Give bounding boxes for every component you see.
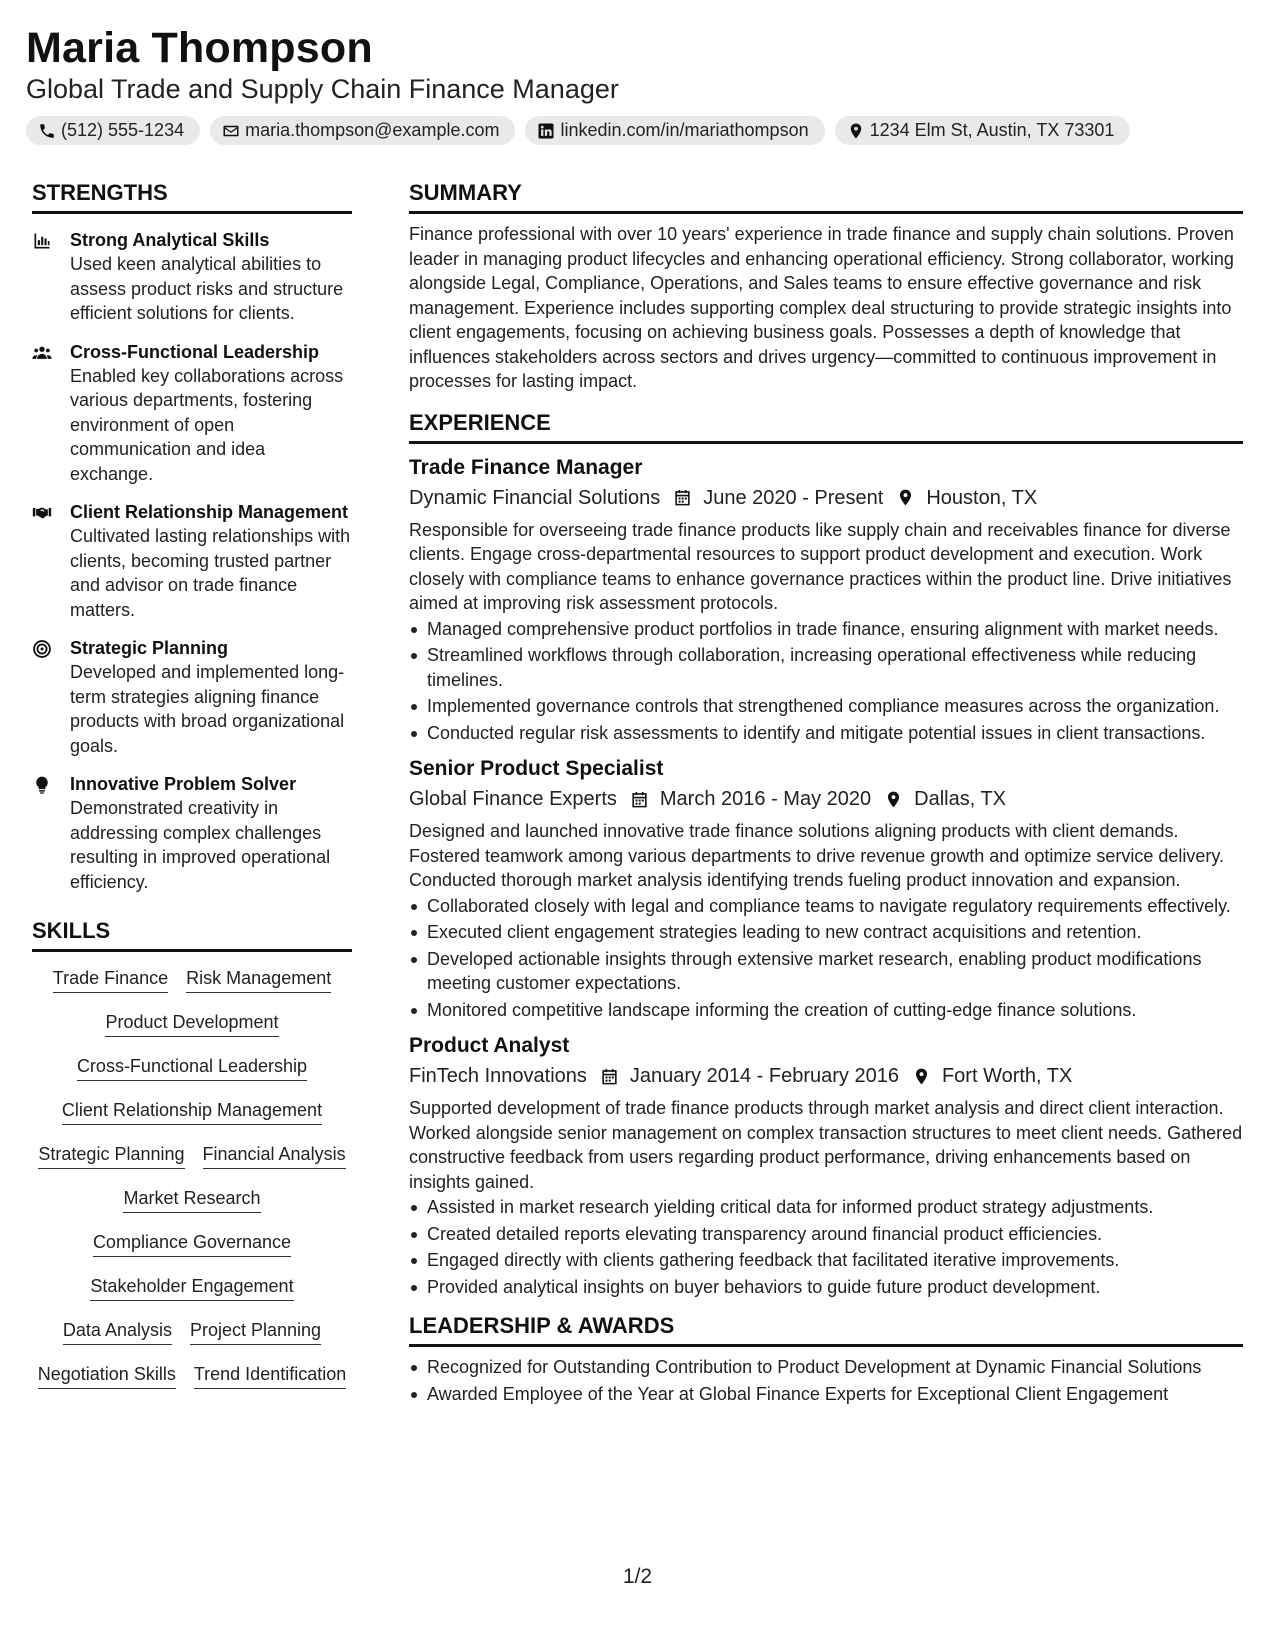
job-entry (409, 755, 1243, 1022)
calendar-icon (617, 790, 660, 809)
strength-item (32, 636, 352, 758)
strength-title: Innovative Problem Solver (70, 774, 297, 794)
job-company: Dynamic Financial Solutions (409, 486, 661, 509)
strength-title: Strong Analytical Skills (70, 230, 270, 250)
list-item: Implemented governance controls that strengthened compliance measures across the organization. (409, 694, 1243, 719)
strength-item (32, 500, 352, 622)
skill-tag: Data Analysis (63, 1318, 172, 1345)
skill-tag: Stakeholder Engagement (90, 1274, 293, 1301)
list-item: Streamlined workflows through collaboration, increasing operational effectiveness while reducing timelines. (409, 643, 1243, 692)
job-description: Designed and launched innovative trade finance solutions aligning products with client demands. Fostered teamwork among various departments to drive revenue growth and optimize service delivery. Conducted thorough market analysis identifying trends fueling product innovation and expansion. (409, 821, 1225, 890)
phone-icon (38, 122, 56, 140)
job-location: Fort Worth, TX (941, 1065, 1073, 1087)
strengths-heading: STRENGTHS (32, 180, 352, 214)
list-item: Developed actionable insights through extensive market research, enabling product modifications meeting customer expectations. (409, 947, 1243, 996)
contact-linkedin[interactable] (525, 116, 824, 145)
calendar-icon (660, 488, 703, 507)
location-pin-icon (899, 1067, 942, 1086)
list-item: Engaged directly with clients gathering feedback that facilitated iterative improvements. (409, 1248, 1243, 1273)
location-pin-icon (883, 488, 926, 507)
strength-desc: Used keen analytical abilities to assess product risks and structure efficient solutions for clients. (70, 254, 344, 323)
job-company: Global Finance Experts (409, 788, 617, 810)
lightbulb-icon (32, 772, 70, 894)
bar-chart-icon (32, 228, 70, 326)
strength-desc: Demonstrated creativity in addressing complex challenges resulting in improved operational efficiency. (70, 798, 331, 892)
job-bullets (409, 894, 1243, 1023)
job-title: Senior Product Specialist (409, 757, 664, 780)
job-company: FinTech Innovations (409, 1065, 587, 1087)
skill-tag: Negotiation Skills (38, 1362, 176, 1389)
list-item: Monitored competitive landscape informing the creation of cutting-edge finance solutions. (409, 998, 1243, 1023)
summary-text: Finance professional with over 10 years' experience in trade finance and supply chain solutions. Proven leader in managing product lifecycles and enhancing operational efficiency. Strong collaborator, working alongside Legal, Compliance, Operations, and Sales teams to ensure effective governance and risk management. Experience includes supporting complex deal structuring to provide strategic insights into client engagements, focusing on achieving business goals. Possesses a depth of knowledge that influences stakeholders across sectors and drives urgency—committed to continuous improvement in processes for lasting impact. (409, 224, 1234, 391)
right-column (409, 180, 1243, 1408)
awards-heading: LEADERSHIP & AWARDS (409, 1313, 1243, 1347)
contact-address-text: 1234 Elm St, Austin, TX 73301 (869, 120, 1115, 140)
list-item: Managed comprehensive product portfolios in trade finance, ensuring alignment with market needs. (409, 617, 1243, 642)
experience-heading: EXPERIENCE (409, 410, 1243, 444)
skill-tag: Trend Identification (194, 1362, 346, 1389)
skills-list (32, 966, 352, 1406)
strength-desc: Enabled key collaborations across various departments, fostering environment of open communication and idea exchange. (70, 365, 344, 484)
location-pin-icon (847, 122, 865, 140)
list-item: Created detailed reports elevating transparency around financial product efficiencies. (409, 1222, 1243, 1247)
list-item: Recognized for Outstanding Contribution to Product Development at Dynamic Financial Solutions (409, 1355, 1243, 1380)
job-meta (409, 1062, 1243, 1090)
contact-phone[interactable] (26, 116, 200, 145)
list-item: Provided analytical insights on buyer behaviors to guide future product development. (409, 1275, 1243, 1300)
skill-tag: Risk Management (186, 966, 331, 993)
list-item: Conducted regular risk assessments to identify and mitigate potential issues in client transactions. (409, 721, 1243, 746)
job-dates: March 2016 - May 2020 (659, 788, 872, 810)
contact-address[interactable] (835, 116, 1131, 145)
job-description: Supported development of trade finance products through market analysis and direct client interaction. Worked alongside senior management on complex transaction structures to meet client needs. Gathered constructive feedback from users regarding product performance, driving enhancements based on insights gained. (409, 1098, 1243, 1192)
target-icon (32, 636, 70, 758)
job-description: Responsible for overseeing trade finance products like supply chain and receivables finance for diverse clients. Engage cross-departmental resources to support product development and execution. Work closely with compliance teams to enhance governance practices within the product line. Drive initiatives aimed at improving risk assessment protocols. (409, 519, 1232, 613)
users-icon (32, 340, 70, 487)
list-item: Awarded Employee of the Year at Global Finance Experts for Exceptional Client Engagement (409, 1382, 1243, 1407)
contact-phone-text: (512) 555-1234 (61, 120, 185, 140)
strength-item (32, 772, 352, 894)
candidate-name: Maria Thompson (26, 24, 373, 72)
strength-desc: Cultivated lasting relationships with clients, becoming trusted partner and advisor on trade finance matters. (70, 526, 351, 620)
job-title: Product Analyst (409, 1034, 570, 1057)
strength-title: Client Relationship Management (70, 502, 349, 522)
linkedin-icon (537, 122, 555, 140)
strength-title: Strategic Planning (70, 638, 229, 658)
job-location: Dallas, TX (914, 788, 1007, 810)
list-item: Assisted in market research yielding critical data for informed product strategy adjustments. (409, 1195, 1243, 1220)
job-meta (409, 785, 1243, 813)
left-column (32, 180, 352, 1406)
strength-title: Cross-Functional Leadership (70, 341, 320, 362)
job-bullets (409, 1195, 1243, 1299)
summary-heading: SUMMARY (409, 180, 1243, 214)
page-number: 1/2 (622, 1565, 653, 1588)
strength-desc: Developed and implemented long-term strategies aligning finance products with broad organizational goals. (70, 662, 345, 756)
candidate-headline: Global Trade and Supply Chain Finance Manager (26, 74, 619, 104)
skill-tag: Financial Analysis (203, 1142, 346, 1169)
contact-email[interactable] (210, 116, 515, 145)
contact-bar (26, 116, 1256, 145)
skill-tag: Strategic Planning (38, 1142, 184, 1169)
calendar-icon (587, 1067, 630, 1086)
skill-tag: Market Research (123, 1186, 260, 1213)
location-pin-icon (871, 790, 914, 809)
skills-heading: SKILLS (32, 918, 352, 952)
job-title: Trade Finance Manager (409, 455, 643, 479)
list-item: Collaborated closely with legal and compliance teams to navigate regulatory requirements effectively. (409, 894, 1243, 919)
list-item: Executed client engagement strategies leading to new contract acquisitions and retention. (409, 920, 1243, 945)
job-bullets (409, 617, 1243, 746)
envelope-icon (222, 122, 240, 140)
job-entry (409, 454, 1243, 746)
skill-tag: Product Development (105, 1010, 278, 1037)
resume-header (26, 22, 1256, 145)
skill-tag: Cross-Functional Leadership (77, 1054, 307, 1081)
job-dates: June 2020 - Present (703, 486, 884, 509)
skill-tag: Project Planning (190, 1318, 321, 1345)
skill-tag: Compliance Governance (93, 1230, 291, 1257)
job-entry (409, 1032, 1243, 1299)
handshake-icon (32, 500, 70, 622)
skill-tag: Client Relationship Management (62, 1098, 322, 1125)
job-dates: January 2014 - February 2016 (629, 1065, 899, 1087)
awards-list (409, 1355, 1243, 1406)
job-meta (409, 484, 1243, 512)
contact-email-text: maria.thompson@example.com (245, 120, 500, 140)
contact-linkedin-text: linkedin.com/in/mariathompson (560, 120, 809, 140)
strength-item (32, 340, 352, 487)
job-location: Houston, TX (926, 486, 1038, 509)
skill-tag: Trade Finance (53, 966, 168, 993)
strength-item (32, 228, 352, 326)
